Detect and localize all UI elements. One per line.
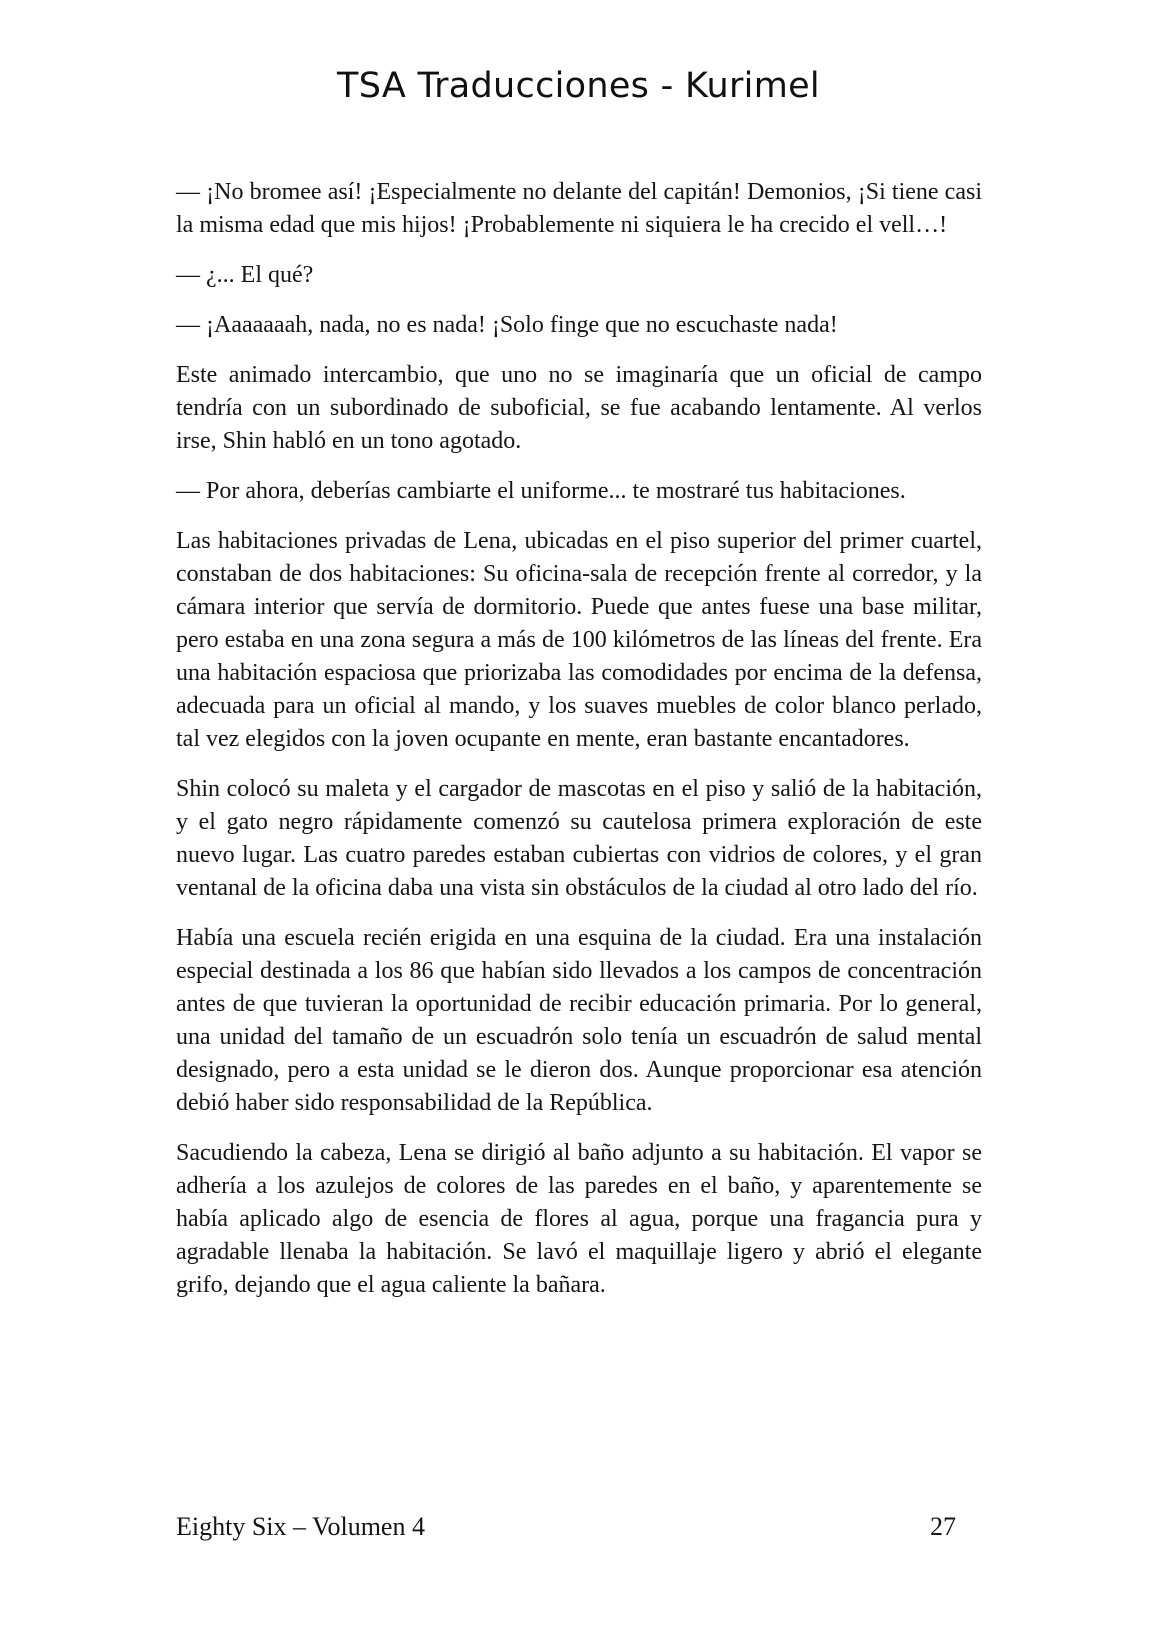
paragraph-dialogue-4: — Por ahora, deberías cambiarte el uniforme... te mostraré tus habitaciones. — [176, 478, 906, 504]
footer-page-number: 27 — [930, 1512, 956, 1541]
paragraph-dialogue-2: — ¿... El qué? — [176, 262, 314, 288]
paragraph-dialogue-1: — ¡No bromee así! ¡Especialmente no delante del capitán! Demonios, ¡Si tiene casi la misma edad que mis hijos! ¡Probablemente ni siquiera le ha crecido el vell…! — [176, 179, 982, 238]
paragraph-narration-1: Este animado intercambio, que uno no se imaginaría que un oficial de campo tendría con un subordinado de suboficial, se fue acabando lentamente. Al verlos irse, Shin habló en un tono agotado. — [176, 362, 982, 454]
paragraph-narration-2: Las habitaciones privadas de Lena, ubicadas en el piso superior del primer cuartel, constaban de dos habitaciones: Su oficina-sala de recepción frente al corredor, y la cámara interior que servía de dormitorio. Puede que antes fuese una base militar, pero estaba en una zona segura a más de 100 kilómetros de las líneas del frente. Era una habitación espaciosa que priorizaba las comodidades por encima de la defensa, adecuada para un oficial al mando, y los suaves muebles de color blanco perlado, tal vez elegidos con la joven ocupante en mente, eran bastante encantadores. — [176, 528, 982, 752]
footer-book-title: Eighty Six – Volumen 4 — [176, 1512, 425, 1541]
page-header-title: TSA Traducciones - Kurimel — [337, 66, 820, 106]
paragraph-narration-4: Había una escuela recién erigida en una esquina de la ciudad. Era una instalación especial destinada a los 86 que habían sido llevados a los campos de concentración antes de que tuvieran la oportunidad de recibir educación primaria. Por lo general, una unidad del tamaño de un escuadrón solo tenía un escuadrón de salud mental designado, pero a esta unidad se le dieron dos. Aunque proporcionar esa atención debió haber sido responsabilidad de la República. — [176, 925, 982, 1116]
paragraph-narration-3: Shin colocó su maleta y el cargador de mascotas en el piso y salió de la habitación, y el gato negro rápidamente comenzó su cautelosa primera exploración de este nuevo lugar. Las cuatro paredes estaban cubiertas con vidrios de colores, y el gran ventanal de la oficina daba una vista sin obstáculos de la ciudad al otro lado del río. — [176, 776, 982, 901]
body-text — [176, 176, 982, 1319]
page-footer — [176, 1512, 956, 1542]
paragraph-dialogue-3: — ¡Aaaaaaah, nada, no es nada! ¡Solo finge que no escuchaste nada! — [176, 312, 838, 338]
paragraph-narration-5: Sacudiendo la cabeza, Lena se dirigió al baño adjunto a su habitación. El vapor se adhería a los azulejos de colores de las paredes en el baño, y aparentemente se había aplicado algo de esencia de flores al agua, porque una fragancia pura y agradable llenaba la habitación. Se lavó el maquillaje ligero y abrió el elegante grifo, dejando que el agua caliente la bañara. — [176, 1140, 982, 1298]
